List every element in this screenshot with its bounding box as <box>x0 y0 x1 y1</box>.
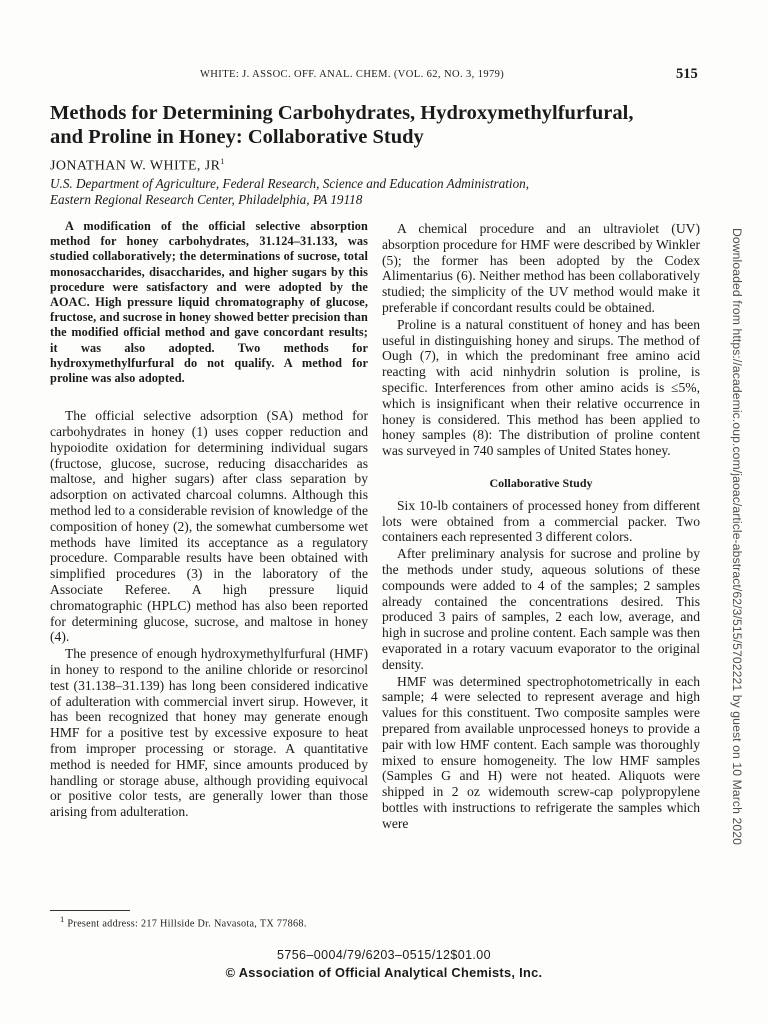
title-line-1: Methods for Determining Carbohydrates, Hydroxymethylfurfural, <box>50 102 634 124</box>
section-heading-collaborative-study: Collaborative Study <box>489 475 593 490</box>
article-title <box>50 101 710 149</box>
body-paragraph: Six 10-lb containers of processed honey from different lots were obtained from a commercial packer. Two containers each represented 3 different colors. <box>382 497 700 545</box>
affiliation-line-2: Eastern Regional Research Center, Philadelphia, PA 19118 <box>50 192 363 207</box>
body-paragraph: After preliminary analysis for sucrose and proline by the methods under study, aqueous solutions of these compounds were added to 4 of the samples; 2 samples already contained the concentrations desired. This produced 3 pairs of samples, 2 each low, average, and high in sucrose and proline content. Each sample was then evaporated in a rotary vacuum evaporator to the original density. <box>382 546 700 672</box>
title-line-2: and Proline in Honey: Collaborative Study <box>50 126 424 148</box>
right-column <box>382 221 700 831</box>
article-code: 5756–0004/79/6203–0515/12$01.00 <box>277 948 491 962</box>
footnote-divider <box>50 910 130 911</box>
abstract: A modification of the official selective absorption method for honey carbohydrates, 31.124–31.133, was studied collaboratively; the determinations of sucrose, total monosaccharides, disaccharides, and higher sugars by this procedure were satisfactory and were adopted by the AOAC. High pressure liquid chromatography of glucose, fructose, and sucrose in honey showed better precision than the modified official method and gave concordant results; it was also adopted. Two methods for hydroxymethylfurfural do not qualify. A method for proline was also adopted. <box>50 219 368 386</box>
footnote <box>60 914 307 929</box>
publication-info <box>0 946 768 982</box>
author-name <box>50 157 225 175</box>
author-affiliation <box>50 176 710 208</box>
body-paragraph: The official selective adsorption (SA) method for carbohydrates in honey (1) uses copper reduction and hypoiodite oxidation for determining individual sugars (fructose, glucose, sucrose, reducing disaccharides as maltose, and higher sugars) after class separation by adsorption on activated charcoal columns. Although this method led to a considerable revision of knowledge of the composition of honey (2), the somewhat cumbersome wet methods have limited its acceptance as a regulatory procedure. Comparable results have been obtained with simplified procedures (3) in the laboratory of the Associate Referee. A high pressure liquid chromatographic (HPLC) method has also been reported for determining glucose, sucrose, and maltose in honey (4). <box>50 408 368 645</box>
affiliation-line-1: U.S. Department of Agriculture, Federal Research, Science and Education Administration, <box>50 176 530 191</box>
left-column <box>50 219 368 820</box>
body-paragraph: The presence of enough hydroxymethylfurfural (HMF) in honey to respond to the aniline chloride or resorcinol test (31.138–31.139) has long been considered indicative of adulteration with commercial invert sirup. However, it has been recognized that honey may generate enough HMF for a positive test by excessive exposure to heat from improper processing or storage. A quantitative method is needed for HMF, since amounts produced by handling or storage abuse, although providing equivocal or positive color tests, are generally lower than those arising from adulteration. <box>50 646 368 820</box>
page-number: 515 <box>676 66 698 82</box>
running-head: WHITE: J. ASSOC. OFF. ANAL. CHEM. (VOL. 62, NO. 3, 1979) <box>200 69 505 80</box>
copyright-notice: © Association of Official Analytical Chemists, Inc. <box>225 965 543 980</box>
author-footnote-mark: 1 <box>220 157 225 166</box>
footnote-text: Present address: 217 Hillside Dr. Navasota, TX 77868. <box>67 918 307 930</box>
download-stamp: Downloaded from https://academic.oup.com/jaoac/article-abstract/62/3/515/5702221 by guest on 10 March 2020 <box>730 228 744 845</box>
author-text: JONATHAN W. WHITE, JR <box>50 158 221 174</box>
body-paragraph: HMF was determined spectrophotometrically in each sample; 4 were selected to represent average and high values for this constituent. Two composite samples were prepared from available unprocessed honeys to provide a pair with low HMF content. Each sample was thoroughly mixed to ensure homogeneity. The low HMF samples (Samples G and H) were not heated. Aliquots were shipped in 2 oz widemouth screw-cap polypropylene bottles with instructions to refrigerate the samples which were <box>382 673 700 831</box>
body-paragraph: Proline is a natural constituent of honey and has been useful in distinguishing honey and sirups. The method of Ough (7), in which the predominant free amino acid reacting with acid ninhydrin solution is proline, is specific. Interferences from other amino acids is ≤5%, which is insignificant when their relative occurrence in honey is considered. This method has been applied to honey samples (8): The distribution of proline content was surveyed in 740 samples of United States honey. <box>382 316 700 459</box>
footnote-mark: 1 <box>60 914 65 924</box>
body-paragraph: A chemical procedure and an ultraviolet (UV) absorption procedure for HMF were described by Winkler (5); the former has been adopted by the Codex Alimentarius (6). Neither method has been collaboratively studied; the simplicity of the UV method would make it preferable if concordant results could be obtained. <box>382 221 700 315</box>
